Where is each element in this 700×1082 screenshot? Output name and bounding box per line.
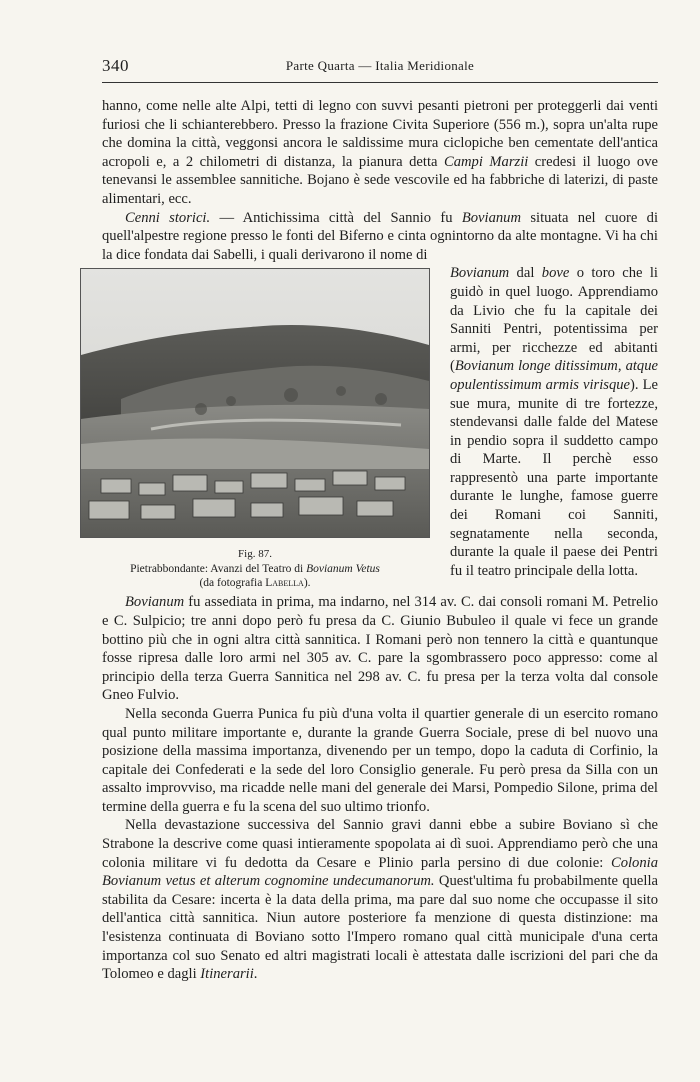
header-rule: [102, 82, 658, 83]
running-title: Parte Quarta — Italia Meridionale: [285, 58, 475, 73]
paragraph-3: Bovianum fu assediata in prima, ma indarno, nel 314 av. C. dai consoli romani M. Petrelio e C. Sulpicio; tre anni dopo però fu presa da C. Giunio Bubuleo il quale vi fece un grande bottino più che in ogni altra città sannitica. I Romani però non tennero la città e quantunque fosse ripresa dalle loro armi nel 305 av. C. pare la sgombrassero poco appresso: come al principio della terza Guerra Sannitica nel 298 av. C. fu presa per la terza volta dal console Gneo Fulvio.: [102, 594, 658, 704]
figure-87: [102, 264, 438, 590]
caption-line-2: (da fotografia Labella).: [199, 577, 311, 590]
paragraph-2-continued: Bovianum dal bove o toro che li guidò in quel luogo. Apprendiamo da Livio che fu la capitale dei Sanniti Pentri, potentissima per armi, per ricchezze ed abitanti (Bovianum longe ditissimum, atque opulentissimum armis virisque). Le sue mura, munite di tre fortezze, stendevansi dalle falde del Matese in pendio sopra il suddetto campo di Marte. Il perchè esso rappresentò una parte importante durante le lunghe, famose guerre dei Romani coi Sanniti, segnatamente nella seconda, durante la quale il paese dei Pentri fu il teatro principale della lotta.: [450, 265, 658, 579]
page-number: 340: [102, 56, 129, 75]
paragraph-1: hanno, come nelle alte Alpi, tetti di legno con suvvi pesanti pietroni per proteggerli dai venti furiosi che li schianterebbero. Presso la frazione Civita Superiore (556 m.), sopra un'alta rupe che domina la città, veggonsi ancora le saldissime mura ciclopiche ben cementate dell'antica acropoli e, a 2 chilometri di distanza, la pianura detta Campi Marzii credesi il luogo ove tenevansi le assemblee sannitiche. Bojano è sede vescovile ed ha fabbriche di laterizi, di paste alimentari, ecc.: [102, 98, 658, 207]
figure-caption: [80, 547, 430, 590]
paragraph-5: Nella devastazione successiva del Sannio gravi danni ebbe a subire Boviano sì che Strabone la descrive come quasi intieramente spopolata ai dì suoi. Apprendiamo però che una colonia militare vi fu dedotta da Cesare e Plinio parla persino di due colonie: Colonia Bovianum vetus et alterum cognomine undecumanorum. Quest'ultima fu probabilmente quella stabilita da Cesare: incerta è la data della prima, ma pare dal suo nome che occupasse il sito dell'antica città sannitica. Niun autore posteriore fa menzione di questa distinzione: ma l'esistenza continuata di Boviano sotto l'Impero romano qual città municipale d'una certa importanza col suo Senato ed altri magistrati locali è attestata dalle iscrizioni del pari che da Tolomeo e dagli Itinerarii.: [102, 817, 658, 983]
body-text: [102, 97, 658, 984]
caption-line-1: Pietrabbondante: Avanzi del Teatro di Bovianum Vetus: [130, 563, 380, 576]
theatre-ruins-image: [81, 269, 429, 537]
figure-number: Fig. 87.: [238, 548, 272, 561]
paragraph-2: Cenni storici. — Antichissima città del Sannio fu Bovianum situata nel cuore di quell'alpestre regione presso le fonti del Biferno e cinta ognintorno da alte montagne. Vi ha chi la dice fondata dai Sabelli, i quali derivarono il nome di: [102, 209, 658, 263]
ruins-photo: [80, 268, 430, 538]
paragraph-4: Nella seconda Guerra Punica fu più d'una volta il quartier generale di un esercito romano qual punto militare importante e, durante la grande Guerra Sociale, prese di bel nuovo una posizione della massima importanza, divenendo per un tempo, dopo la caduta di Corfinio, la capitale dei Confederati e la sede del loro Consiglio generale. Fu però presa da Silla con un assalto improvviso, ma ricadde nelle mani del generale dei Marsi, Pompedio Silone, prima del termine della guerra e fu la scena del suo ultimo trionfo.: [102, 705, 658, 815]
running-header: [102, 52, 658, 76]
